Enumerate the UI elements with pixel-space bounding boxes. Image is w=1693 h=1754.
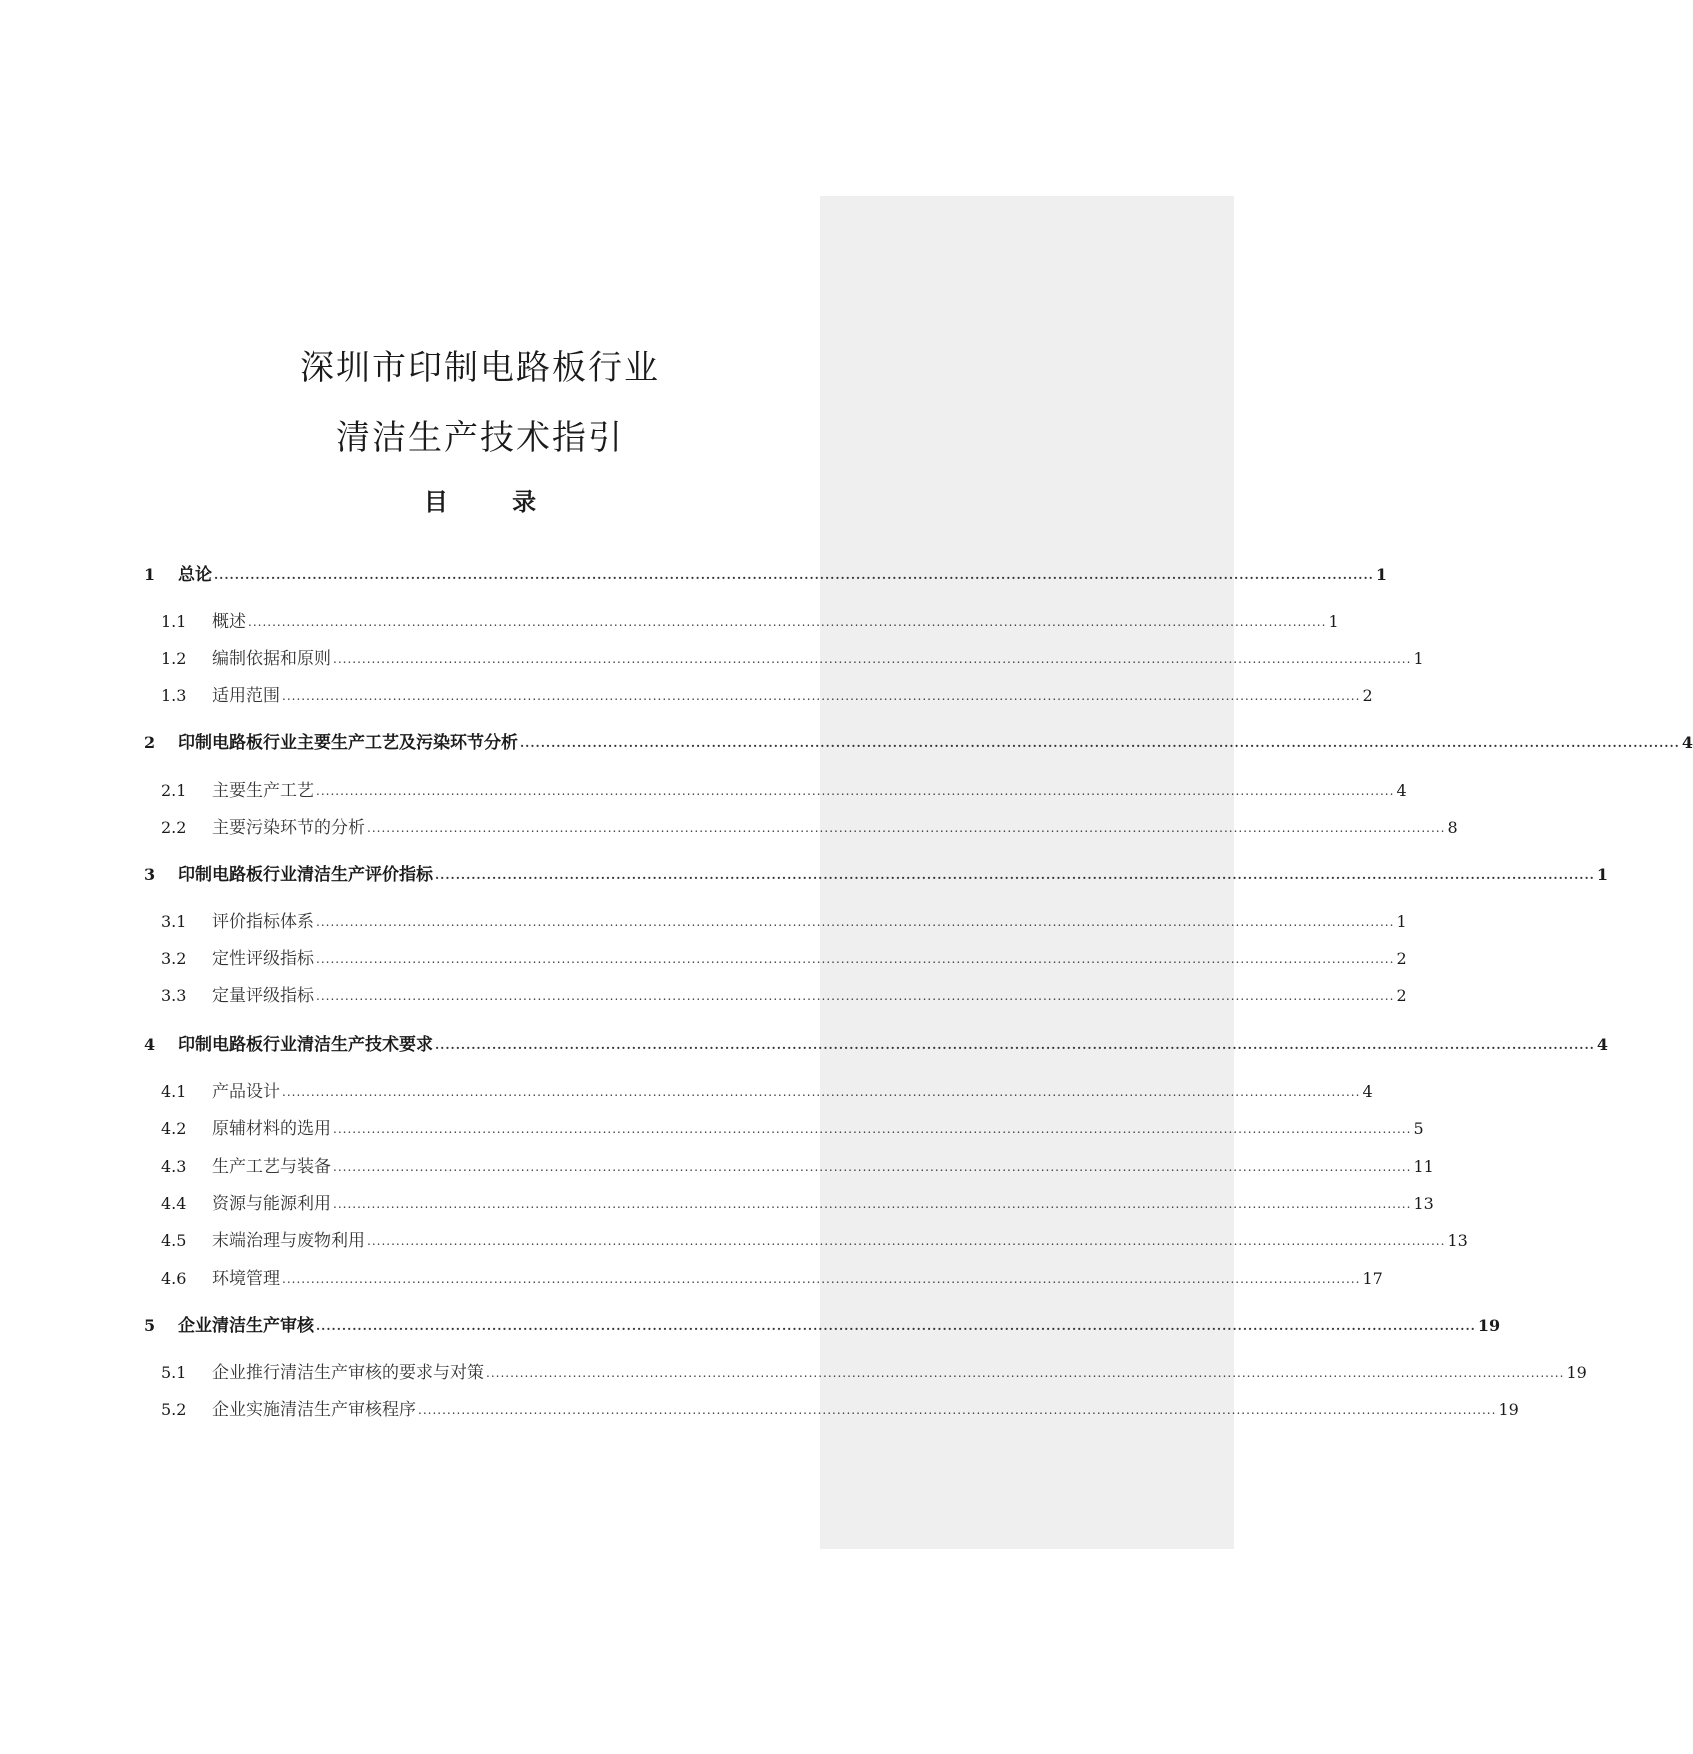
- toc-entry-page: 19: [1566, 1363, 1587, 1382]
- toc-entry-page: 2: [1396, 986, 1407, 1005]
- toc-entry-number: 1: [144, 565, 156, 584]
- toc-entry-page: 4: [1362, 1082, 1373, 1101]
- toc-entry-title: 评价指标体系: [212, 912, 314, 932]
- toc-entry-page: 4: [1681, 733, 1693, 752]
- toc-entry-page: 5: [1413, 1119, 1424, 1138]
- toc-dot-leader: ................................................................................................................................................................................................................................: [316, 989, 1395, 1003]
- toc-dot-leader: ................................................................................................................................................................................................................................: [282, 689, 1361, 703]
- toc-entry[interactable]: [144, 607, 1339, 633]
- toc-entry-number: 5: [144, 1316, 156, 1335]
- toc-dot-leader: ................................................................................................................................................................................................................................: [282, 1085, 1361, 1099]
- toc-entry-page: 1: [1328, 612, 1339, 631]
- toc-dot-leader: ................................................................................................................................................................................................................................: [316, 1319, 1476, 1333]
- toc-entry-title: 企业清洁生产审核: [178, 1316, 314, 1336]
- toc-entry-number: 2: [144, 733, 156, 752]
- toc-entry-number: 4.5: [161, 1231, 187, 1250]
- toc-entry[interactable]: [144, 860, 1608, 886]
- toc-entry-title: 环境管理: [212, 1269, 280, 1289]
- toc-entry[interactable]: [144, 1226, 1468, 1252]
- toc-entry-number: 1.1: [161, 612, 187, 631]
- toc-entry[interactable]: [144, 776, 1407, 802]
- toc-entry[interactable]: [144, 1030, 1608, 1056]
- toc-entry-page: 2: [1362, 686, 1373, 705]
- toc-entry-number: 4.3: [161, 1157, 187, 1176]
- toc-entry-title: 概述: [212, 612, 246, 632]
- toc-entry-title: 生产工艺与装备: [212, 1157, 331, 1177]
- toc-entry-number: 1.2: [161, 649, 187, 668]
- toc-dot-leader: ................................................................................................................................................................................................................................: [486, 1366, 1565, 1380]
- toc-entry[interactable]: [144, 944, 1407, 970]
- toc-dot-leader: ................................................................................................................................................................................................................................: [316, 784, 1395, 798]
- toc-entry-title: 主要污染环节的分析: [212, 818, 365, 838]
- toc-dot-leader: ................................................................................................................................................................................................................................: [435, 868, 1595, 882]
- toc-dot-leader: ................................................................................................................................................................................................................................: [418, 1403, 1497, 1417]
- toc-entry-page: 2: [1396, 949, 1407, 968]
- toc-entry[interactable]: [144, 1358, 1587, 1384]
- toc-dot-leader: ................................................................................................................................................................................................................................: [316, 915, 1395, 929]
- document-title-line-1: 深圳市印制电路板行业: [300, 348, 660, 388]
- toc-dot-leader: ................................................................................................................................................................................................................................: [333, 1122, 1412, 1136]
- toc-entry-page: 17: [1362, 1269, 1383, 1288]
- toc-entry[interactable]: [144, 560, 1387, 586]
- toc-entry[interactable]: [144, 1077, 1373, 1103]
- toc-entry-number: 4.2: [161, 1119, 187, 1138]
- toc-entry-number: 4.6: [161, 1269, 187, 1288]
- toc-entry-number: 3.2: [161, 949, 187, 968]
- toc-dot-leader: ................................................................................................................................................................................................................................: [333, 1197, 1412, 1211]
- toc-entry-title: 原辅材料的选用: [212, 1119, 331, 1139]
- toc-entry-page: 1: [1413, 649, 1424, 668]
- toc-dot-leader: ................................................................................................................................................................................................................................: [367, 1234, 1446, 1248]
- toc-entry-title: 主要生产工艺: [212, 781, 314, 801]
- toc-entry-number: 3: [144, 865, 156, 884]
- toc-entry-number: 2.2: [161, 818, 187, 837]
- toc-dot-leader: ................................................................................................................................................................................................................................: [214, 568, 1374, 582]
- toc-entry-number: 4.4: [161, 1194, 187, 1213]
- toc-entry[interactable]: [144, 1395, 1519, 1421]
- toc-dot-leader: ................................................................................................................................................................................................................................: [282, 1272, 1361, 1286]
- toc-entry-title: 编制依据和原则: [212, 649, 331, 669]
- toc-entry-title: 资源与能源利用: [212, 1194, 331, 1214]
- toc-entry-number: 2.1: [161, 781, 187, 800]
- toc-entry[interactable]: [144, 981, 1407, 1007]
- toc-entry-number: 3.3: [161, 986, 187, 1005]
- toc-entry-number: 3.1: [161, 912, 187, 931]
- toc-entry[interactable]: [144, 1114, 1424, 1140]
- toc-entry-title: 总论: [178, 565, 212, 585]
- toc-entry-page: 19: [1498, 1400, 1519, 1419]
- toc-dot-leader: ................................................................................................................................................................................................................................: [435, 1038, 1595, 1052]
- toc-entry-title: 定量评级指标: [212, 986, 314, 1006]
- toc-entry[interactable]: [144, 681, 1373, 707]
- toc-entry-title: 定性评级指标: [212, 949, 314, 969]
- toc-dot-leader: ................................................................................................................................................................................................................................: [333, 1160, 1412, 1174]
- toc-entry-number: 4.1: [161, 1082, 187, 1101]
- toc-entry-title: 产品设计: [212, 1082, 280, 1102]
- toc-entry[interactable]: [144, 728, 1693, 754]
- toc-entry-number: 4: [144, 1035, 156, 1054]
- toc-entry-page: 4: [1396, 781, 1407, 800]
- toc-entry-page: 1: [1375, 565, 1387, 584]
- toc-entry[interactable]: [144, 1264, 1383, 1290]
- toc-entry[interactable]: [144, 1189, 1434, 1215]
- toc-entry-page: 1: [1596, 865, 1608, 884]
- toc-entry[interactable]: [144, 813, 1458, 839]
- toc-dot-leader: ................................................................................................................................................................................................................................: [316, 952, 1395, 966]
- toc-entry-title: 适用范围: [212, 686, 280, 706]
- toc-entry-title: 印制电路板行业清洁生产技术要求: [178, 1035, 433, 1055]
- toc-entry-number: 1.3: [161, 686, 187, 705]
- toc-entry-number: 5.1: [161, 1363, 187, 1382]
- toc-entry-page: 11: [1413, 1157, 1434, 1176]
- toc-entry-title: 企业推行清洁生产审核的要求与对策: [212, 1363, 484, 1383]
- toc-entry-page: 4: [1596, 1035, 1608, 1054]
- toc-entry-page: 13: [1413, 1194, 1434, 1213]
- toc-dot-leader: ................................................................................................................................................................................................................................: [367, 821, 1446, 835]
- toc-entry-page: 8: [1447, 818, 1458, 837]
- toc-entry-page: 1: [1396, 912, 1407, 931]
- toc-entry-title: 印制电路板行业清洁生产评价指标: [178, 865, 433, 885]
- toc-dot-leader: ................................................................................................................................................................................................................................: [248, 615, 1327, 629]
- toc-entry-page: 19: [1477, 1316, 1501, 1335]
- toc-entry-title: 印制电路板行业主要生产工艺及污染环节分析: [178, 733, 518, 753]
- toc-entry[interactable]: [144, 907, 1407, 933]
- toc-entry[interactable]: [144, 1311, 1501, 1337]
- toc-heading: 目 录: [423, 488, 565, 516]
- toc-entry-title: 企业实施清洁生产审核程序: [212, 1400, 416, 1420]
- toc-entry[interactable]: [144, 644, 1424, 670]
- toc-entry-page: 13: [1447, 1231, 1468, 1250]
- document-title-line-2: 清洁生产技术指引: [336, 418, 624, 458]
- toc-dot-leader: ................................................................................................................................................................................................................................: [520, 736, 1680, 750]
- table-of-contents: [144, 0, 1693, 1754]
- toc-entry[interactable]: [144, 1152, 1434, 1178]
- toc-entry-number: 5.2: [161, 1400, 187, 1419]
- toc-entry-title: 末端治理与废物利用: [212, 1231, 365, 1251]
- toc-dot-leader: ................................................................................................................................................................................................................................: [333, 652, 1412, 666]
